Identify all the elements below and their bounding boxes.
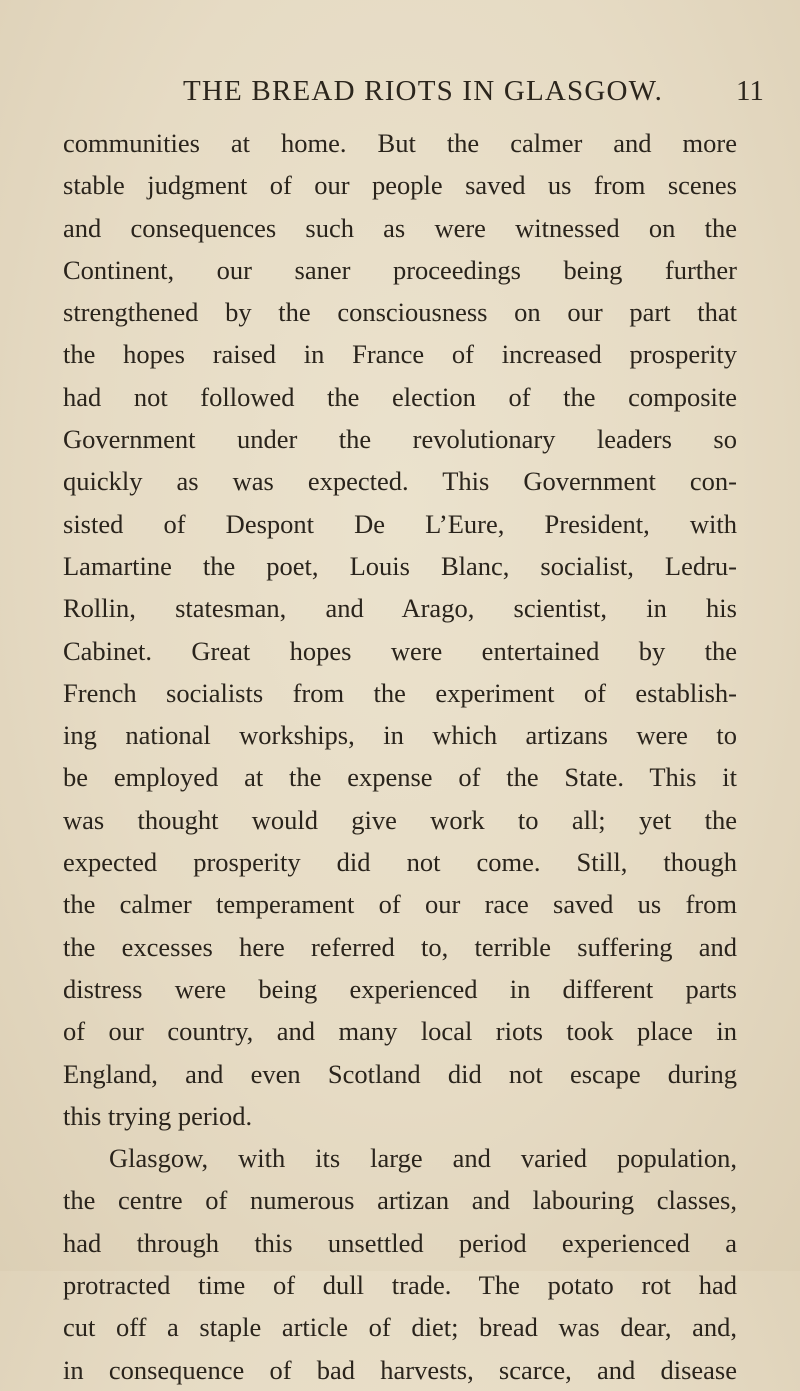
text-line: Lamartine the poet, Louis Blanc, socialist, Ledru- bbox=[63, 550, 737, 581]
text-line: be employed at the expense of the State. This it bbox=[63, 762, 737, 793]
text-line: England, and even Scotland did not escape during bbox=[63, 1058, 737, 1089]
paragraph-1 bbox=[63, 122, 737, 1137]
text-line: Rollin, statesman, and Arago, scientist, in his bbox=[63, 593, 737, 624]
text-line: the calmer temperament of our race saved us from bbox=[63, 889, 737, 920]
page-number: 11 bbox=[736, 75, 764, 107]
text-line: ing national workships, in which artizans were to bbox=[63, 720, 737, 751]
text-line: in consequence of bad harvests, scarce, and disease bbox=[63, 1354, 737, 1385]
text-line: quickly as was expected. This Government con- bbox=[63, 466, 737, 497]
text-line: stable judgment of our people saved us from scenes bbox=[63, 170, 737, 201]
text-line: Government under the revolutionary leaders so bbox=[63, 424, 737, 455]
text-line: had not followed the election of the composite bbox=[63, 381, 737, 412]
text-line: communities at home. But the calmer and more bbox=[63, 128, 737, 158]
text-line: Continent, our saner proceedings being further bbox=[63, 254, 737, 285]
paragraph-2 bbox=[63, 1137, 737, 1391]
text-line: the hopes raised in France of increased prosperity bbox=[63, 339, 737, 370]
text-line: Glasgow, with its large and varied population, bbox=[109, 1143, 737, 1174]
body-text bbox=[63, 122, 737, 1391]
text-line: was thought would give work to all; yet the bbox=[63, 804, 737, 835]
text-line: strengthened by the consciousness on our part that bbox=[63, 297, 737, 328]
text-line: French socialists from the experiment of establish- bbox=[63, 677, 737, 708]
text-line: the centre of numerous artizan and labouring classes, bbox=[63, 1185, 737, 1216]
text-line: the excesses here referred to, terrible suffering and bbox=[63, 931, 737, 962]
text-line: and consequences such as were witnessed on the bbox=[63, 212, 737, 243]
text-line: had through this unsettled period experienced a bbox=[63, 1227, 737, 1258]
text-line: Cabinet. Great hopes were entertained by the bbox=[63, 635, 737, 666]
text-line: cut off a staple article of diet; bread was dear, and, bbox=[63, 1312, 737, 1343]
text-line: of our country, and many local riots took place in bbox=[63, 1016, 737, 1047]
text-line: distress were being experienced in different parts bbox=[63, 973, 737, 1004]
text-line: this trying period. bbox=[63, 1100, 253, 1131]
text-line: expected prosperity did not come. Still, though bbox=[63, 847, 737, 878]
text-line: protracted time of dull trade. The potato rot had bbox=[63, 1270, 737, 1301]
running-head-title: THE BREAD RIOTS IN GLASGOW. bbox=[183, 75, 664, 107]
text-line: sisted of Despont De L’Eure, President, with bbox=[63, 508, 737, 539]
